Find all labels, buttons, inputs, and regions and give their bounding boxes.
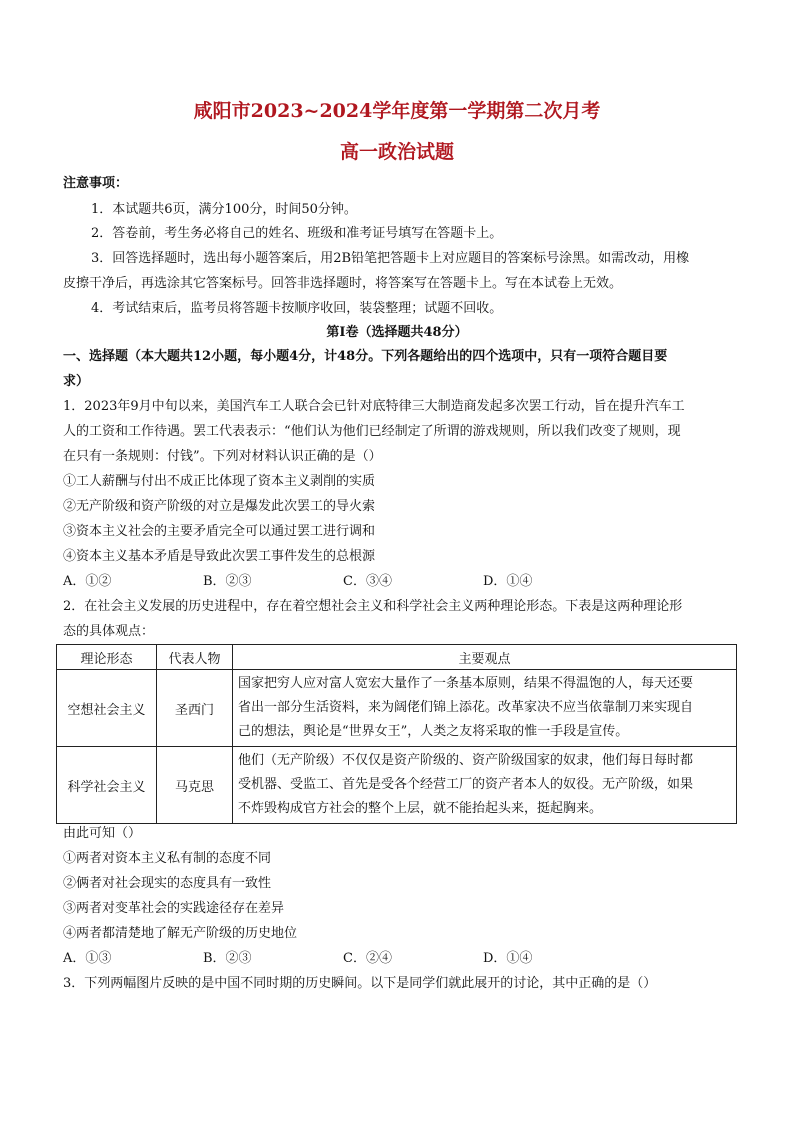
cell-person: 马克思 [157, 747, 233, 824]
column-header-form: 理论形态 [57, 645, 157, 670]
table-header-row [57, 645, 737, 670]
q1-statement-3: ③资本主义社会的主要矛盾完全可以通过罢工进行调和 [63, 524, 376, 539]
notice-item-3-cont: 皮擦干净后，再选涂其它答案标号。回答非选择题时，将答案写在答题卡上。写在本试卷上无效。 [63, 276, 623, 291]
view-line: 受机器、受监工、首先是受各个经营工厂的资产者本人的奴役。无产阶级，如果 [238, 777, 694, 792]
column-header-view: 主要观点 [233, 645, 737, 670]
q1-statement-4: ④资本主义基本矛盾是导致此次罢工事件发生的总根源 [63, 549, 376, 564]
section-title: 第Ⅰ卷（选择题共48分） [326, 325, 468, 340]
q2-statement-4: ④两者都清楚地了解无产阶级的历史地位 [63, 926, 298, 941]
q1-stem-line1: 1．2023年9月中旬以来，美国汽车工人联合会已针对底特律三大制造商发起多次罢工行动，旨在提升汽车工 [63, 399, 685, 414]
q2-option-a: A．①③ [63, 951, 112, 966]
notice-item-3: 3．回答选择题时，选出每小题答案后，用2B铅笔把答题卡上对应题目的答案标号涂黑。如需改动，用橡 [91, 251, 690, 266]
q1-option-a: A．①② [63, 574, 112, 589]
column-header-person: 代表人物 [157, 645, 233, 670]
notice-item-4: 4．考试结束后，监考员将答题卡按顺序收回，装袋整理；试题不回收。 [91, 301, 503, 316]
cell-form: 空想社会主义 [57, 670, 157, 747]
q1-statement-1: ①工人薪酬与付出不成正比体现了资本主义剥削的实质 [63, 474, 376, 489]
q2-statement-3: ③两者对变革社会的实践途径存在差异 [63, 901, 285, 916]
cell-view [233, 747, 737, 824]
q2-stem-line1: 2．在社会主义发展的历史进程中，存在着空想社会主义和科学社会主义两种理论形态。下表是这两种理论形 [63, 599, 683, 614]
q2-option-c: C．②④ [343, 951, 392, 966]
q2-statement-2: ②俩者对社会现实的态度具有一致性 [63, 876, 272, 891]
q2-option-d: D．①④ [483, 951, 533, 966]
section-heading-line1: 一、选择题（本大题共12小题，每小题4分，计48分。下列各题给出的四个选项中，只有一项符合题目要 [63, 349, 668, 364]
cell-form: 科学社会主义 [57, 747, 157, 824]
q1-option-b: B．②③ [203, 574, 252, 589]
cell-person: 圣西门 [157, 670, 233, 747]
cell-view [233, 670, 737, 747]
table-row [57, 747, 737, 824]
notice-heading: 注意事项： [63, 176, 129, 191]
notice-item-2: 2．答卷前，考生务必将自己的姓名、班级和准考证号填写在答题卡上。 [91, 226, 503, 241]
exam-subtitle: 高一政治试题 [339, 141, 454, 163]
q1-option-c: C．③④ [343, 574, 392, 589]
exam-title: 咸阳市2023~2024学年度第一学期第二次月考 [193, 100, 601, 122]
q2-followup: 由此可知（） [63, 826, 142, 841]
notice-item-1: 1．本试题共6页，满分100分，时间50分钟。 [91, 202, 357, 217]
q1-statement-2: ②无产阶级和资产阶级的对立是爆发此次罢工的导火索 [63, 499, 376, 514]
q3-stem: 3．下列两幅图片反映的是中国不同时期的历史瞬间。以下是同学们就此展开的讨论，其中正确的是（） [63, 976, 657, 991]
section-heading-line2: 求） [63, 374, 90, 389]
q2-stem-line2: 态的具体观点： [63, 624, 155, 639]
view-line: 己的想法，舆论是“世界女王”，人类之友将采取的惟一手段是宣传。 [238, 724, 629, 739]
q2-statement-1: ①两者对资本主义私有制的态度不同 [63, 851, 272, 866]
q1-stem-line3: 在只有一条规则：付钱”。下列对材料认识正确的是（） [63, 449, 382, 464]
table-row [57, 670, 737, 747]
view-line: 省出一部分生活资料，来为阔佬们锦上添花。改革家决不应当依靠制刀来实现自 [238, 700, 694, 715]
q2-option-b: B．②③ [203, 951, 252, 966]
view-line: 他们（无产阶级）不仅仅是资产阶级的、资产阶级国家的奴隶，他们每日每时都 [238, 753, 694, 768]
q1-stem-line2: 人的工资和工作待遇。罢工代表表示：“他们认为他们已经制定了所谓的游戏规则，所以我们改变了规则，现 [63, 424, 681, 439]
q1-option-d: D．①④ [483, 574, 533, 589]
view-line: 不炸毁构成官方社会的整个上层，就不能抬起头来，挺起胸来。 [238, 801, 603, 816]
theory-comparison-table [56, 644, 737, 824]
view-line: 国家把穷人应对富人宽宏大量作了一条基本原则，结果不得温饱的人，每天还要 [238, 676, 694, 691]
